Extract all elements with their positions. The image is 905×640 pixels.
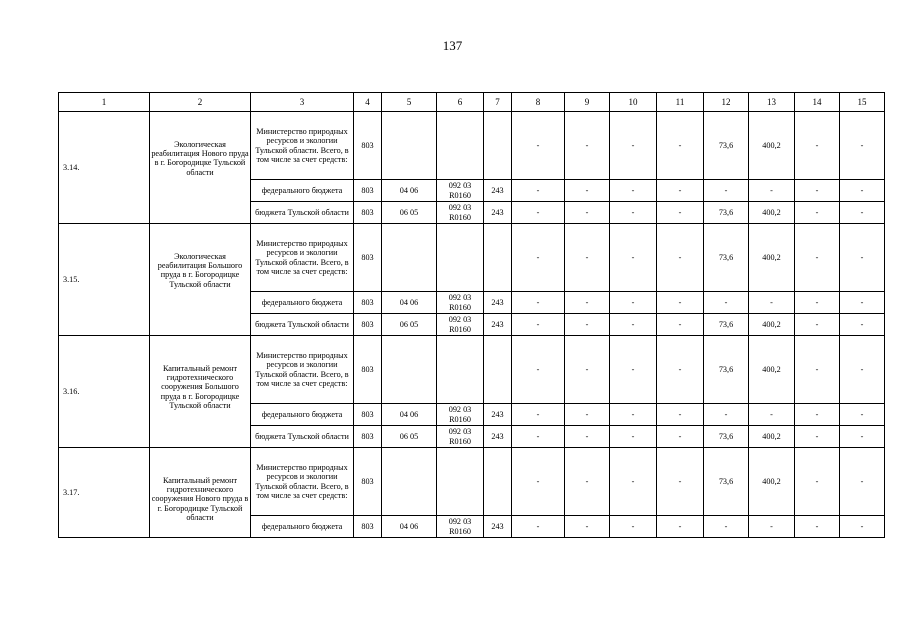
value-cell: - xyxy=(704,404,749,426)
value-cell: - xyxy=(512,224,565,292)
header-cell-8: 8 xyxy=(512,93,565,112)
value-cell: - xyxy=(657,448,704,516)
col-6-code xyxy=(437,224,484,292)
col-7-code: 243 xyxy=(484,292,512,314)
value-cell: - xyxy=(512,426,565,448)
value-cell: 73,6 xyxy=(704,336,749,404)
value-cell: - xyxy=(657,112,704,180)
col-4-code: 803 xyxy=(354,292,382,314)
col-4-code: 803 xyxy=(354,516,382,538)
value-cell: - xyxy=(657,314,704,336)
value-cell: - xyxy=(512,448,565,516)
table-row xyxy=(59,224,885,292)
col-6-code: 092 03 R0160 xyxy=(437,292,484,314)
value-cell: - xyxy=(795,404,840,426)
col-5-code xyxy=(382,112,437,180)
value-cell: - xyxy=(565,336,610,404)
col-7-code: 243 xyxy=(484,314,512,336)
value-cell: - xyxy=(840,336,885,404)
value-cell: - xyxy=(610,314,657,336)
value-cell: - xyxy=(610,426,657,448)
value-cell: - xyxy=(704,292,749,314)
table-row xyxy=(59,336,885,404)
funding-source: Министерство природных ресурсов и экологии Тульской области. Всего, в том числе за счет средств: xyxy=(251,224,354,292)
value-cell: 400,2 xyxy=(749,112,795,180)
value-cell: - xyxy=(840,516,885,538)
funding-source: бюджета Тульской области xyxy=(251,426,354,448)
value-cell: 400,2 xyxy=(749,202,795,224)
value-cell: 73,6 xyxy=(704,448,749,516)
value-cell: - xyxy=(610,224,657,292)
value-cell: - xyxy=(795,112,840,180)
col-7-code: 243 xyxy=(484,404,512,426)
funding-source: федерального бюджета xyxy=(251,180,354,202)
value-cell: - xyxy=(512,112,565,180)
value-cell: - xyxy=(840,224,885,292)
value-cell: - xyxy=(657,292,704,314)
value-cell: - xyxy=(610,516,657,538)
page-number: 137 xyxy=(442,38,463,53)
col-6-code xyxy=(437,112,484,180)
value-cell: - xyxy=(565,202,610,224)
item-number: 3.17. xyxy=(59,448,150,538)
value-cell: - xyxy=(512,314,565,336)
value-cell: - xyxy=(512,180,565,202)
value-cell: - xyxy=(795,292,840,314)
header-cell-11: 11 xyxy=(657,93,704,112)
funding-source: федерального бюджета xyxy=(251,292,354,314)
funding-source: федерального бюджета xyxy=(251,404,354,426)
value-cell: - xyxy=(512,336,565,404)
header-cell-13: 13 xyxy=(749,93,795,112)
col-6-code xyxy=(437,448,484,516)
value-cell: - xyxy=(512,404,565,426)
value-cell: - xyxy=(749,180,795,202)
value-cell: - xyxy=(704,180,749,202)
item-name: Капитальный ремонт гидротехнического сооружения Нового пруда в г. Богородицке Тульской области xyxy=(150,448,251,538)
value-cell: 73,6 xyxy=(704,426,749,448)
col-7-code: 243 xyxy=(484,202,512,224)
value-cell: - xyxy=(840,180,885,202)
header-cell-4: 4 xyxy=(354,93,382,112)
value-cell: - xyxy=(657,180,704,202)
value-cell: - xyxy=(512,292,565,314)
col-4-code: 803 xyxy=(354,202,382,224)
col-6-code: 092 03 R0160 xyxy=(437,426,484,448)
item-number: 3.14. xyxy=(59,112,150,224)
col-5-code: 06 05 xyxy=(382,202,437,224)
funding-source: федерального бюджета xyxy=(251,516,354,538)
col-4-code: 803 xyxy=(354,112,382,180)
value-cell: - xyxy=(610,202,657,224)
col-5-code xyxy=(382,224,437,292)
value-cell: - xyxy=(565,224,610,292)
value-cell: - xyxy=(565,448,610,516)
value-cell: - xyxy=(795,180,840,202)
col-4-code: 803 xyxy=(354,314,382,336)
header-cell-7: 7 xyxy=(484,93,512,112)
value-cell: 73,6 xyxy=(704,314,749,336)
col-4-code: 803 xyxy=(354,180,382,202)
value-cell: - xyxy=(795,516,840,538)
item-name: Капитальный ремонт гидротехнического сооружения Большого пруда в г. Богородицке Тульской области xyxy=(150,336,251,448)
col-5-code xyxy=(382,336,437,404)
value-cell: - xyxy=(610,448,657,516)
value-cell: - xyxy=(840,112,885,180)
value-cell: - xyxy=(565,314,610,336)
value-cell: - xyxy=(610,404,657,426)
value-cell: - xyxy=(565,516,610,538)
col-6-code: 092 03 R0160 xyxy=(437,314,484,336)
value-cell: - xyxy=(840,448,885,516)
funding-source: Министерство природных ресурсов и экологии Тульской области. Всего, в том числе за счет средств: xyxy=(251,448,354,516)
header-cell-6: 6 xyxy=(437,93,484,112)
value-cell: - xyxy=(610,112,657,180)
value-cell: - xyxy=(795,314,840,336)
col-5-code xyxy=(382,448,437,516)
value-cell: - xyxy=(657,202,704,224)
value-cell: 400,2 xyxy=(749,448,795,516)
header-cell-3: 3 xyxy=(251,93,354,112)
col-4-code: 803 xyxy=(354,448,382,516)
value-cell: - xyxy=(795,426,840,448)
col-5-code: 06 05 xyxy=(382,314,437,336)
value-cell: - xyxy=(749,516,795,538)
value-cell: - xyxy=(657,404,704,426)
value-cell: - xyxy=(657,426,704,448)
value-cell: 73,6 xyxy=(704,112,749,180)
col-6-code xyxy=(437,336,484,404)
value-cell: - xyxy=(840,202,885,224)
col-5-code: 04 06 xyxy=(382,404,437,426)
header-cell-10: 10 xyxy=(610,93,657,112)
value-cell: - xyxy=(657,336,704,404)
value-cell: - xyxy=(749,404,795,426)
value-cell: - xyxy=(749,292,795,314)
value-cell: 73,6 xyxy=(704,224,749,292)
value-cell: - xyxy=(565,112,610,180)
col-5-code: 04 06 xyxy=(382,292,437,314)
funding-source: бюджета Тульской области xyxy=(251,314,354,336)
header-cell-2: 2 xyxy=(150,93,251,112)
col-5-code: 04 06 xyxy=(382,516,437,538)
col-7-code: 243 xyxy=(484,516,512,538)
value-cell: 400,2 xyxy=(749,314,795,336)
value-cell: 400,2 xyxy=(749,336,795,404)
value-cell: - xyxy=(565,292,610,314)
value-cell: - xyxy=(610,292,657,314)
col-4-code: 803 xyxy=(354,404,382,426)
header-cell-14: 14 xyxy=(795,93,840,112)
value-cell: - xyxy=(657,516,704,538)
value-cell: - xyxy=(565,180,610,202)
value-cell: 400,2 xyxy=(749,224,795,292)
col-7-code xyxy=(484,224,512,292)
budget-table xyxy=(58,92,885,538)
value-cell: - xyxy=(840,404,885,426)
header-cell-12: 12 xyxy=(704,93,749,112)
col-7-code xyxy=(484,448,512,516)
col-6-code: 092 03 R0160 xyxy=(437,202,484,224)
item-name: Экологическая реабилитация Нового пруда в г. Богородицке Тульской области xyxy=(150,112,251,224)
value-cell: - xyxy=(795,448,840,516)
header-cell-15: 15 xyxy=(840,93,885,112)
funding-source: бюджета Тульской области xyxy=(251,202,354,224)
table-row xyxy=(59,112,885,180)
col-6-code: 092 03 R0160 xyxy=(437,180,484,202)
col-4-code: 803 xyxy=(354,224,382,292)
value-cell: 73,6 xyxy=(704,202,749,224)
value-cell: - xyxy=(657,224,704,292)
funding-source: Министерство природных ресурсов и экологии Тульской области. Всего, в том числе за счет средств: xyxy=(251,336,354,404)
col-5-code: 04 06 xyxy=(382,180,437,202)
value-cell: - xyxy=(565,426,610,448)
funding-source: Министерство природных ресурсов и экологии Тульской области. Всего, в том числе за счет средств: xyxy=(251,112,354,180)
value-cell: - xyxy=(795,224,840,292)
header-cell-5: 5 xyxy=(382,93,437,112)
value-cell: - xyxy=(795,202,840,224)
value-cell: - xyxy=(795,336,840,404)
col-7-code: 243 xyxy=(484,180,512,202)
col-4-code: 803 xyxy=(354,336,382,404)
col-6-code: 092 03 R0160 xyxy=(437,404,484,426)
col-4-code: 803 xyxy=(354,426,382,448)
value-cell: - xyxy=(704,516,749,538)
col-6-code: 092 03 R0160 xyxy=(437,516,484,538)
item-number: 3.15. xyxy=(59,224,150,336)
col-7-code xyxy=(484,112,512,180)
value-cell: - xyxy=(565,404,610,426)
header-row xyxy=(59,93,885,112)
value-cell: - xyxy=(512,516,565,538)
value-cell: - xyxy=(610,180,657,202)
item-name: Экологическая реабилитация Большого пруда в г. Богородицке Тульской области xyxy=(150,224,251,336)
value-cell: - xyxy=(840,426,885,448)
value-cell: 400,2 xyxy=(749,426,795,448)
item-number: 3.16. xyxy=(59,336,150,448)
table-row xyxy=(59,448,885,516)
value-cell: - xyxy=(840,314,885,336)
col-7-code: 243 xyxy=(484,426,512,448)
header-cell-1: 1 xyxy=(59,93,150,112)
col-7-code xyxy=(484,336,512,404)
header-cell-9: 9 xyxy=(565,93,610,112)
col-5-code: 06 05 xyxy=(382,426,437,448)
value-cell: - xyxy=(512,202,565,224)
value-cell: - xyxy=(610,336,657,404)
value-cell: - xyxy=(840,292,885,314)
